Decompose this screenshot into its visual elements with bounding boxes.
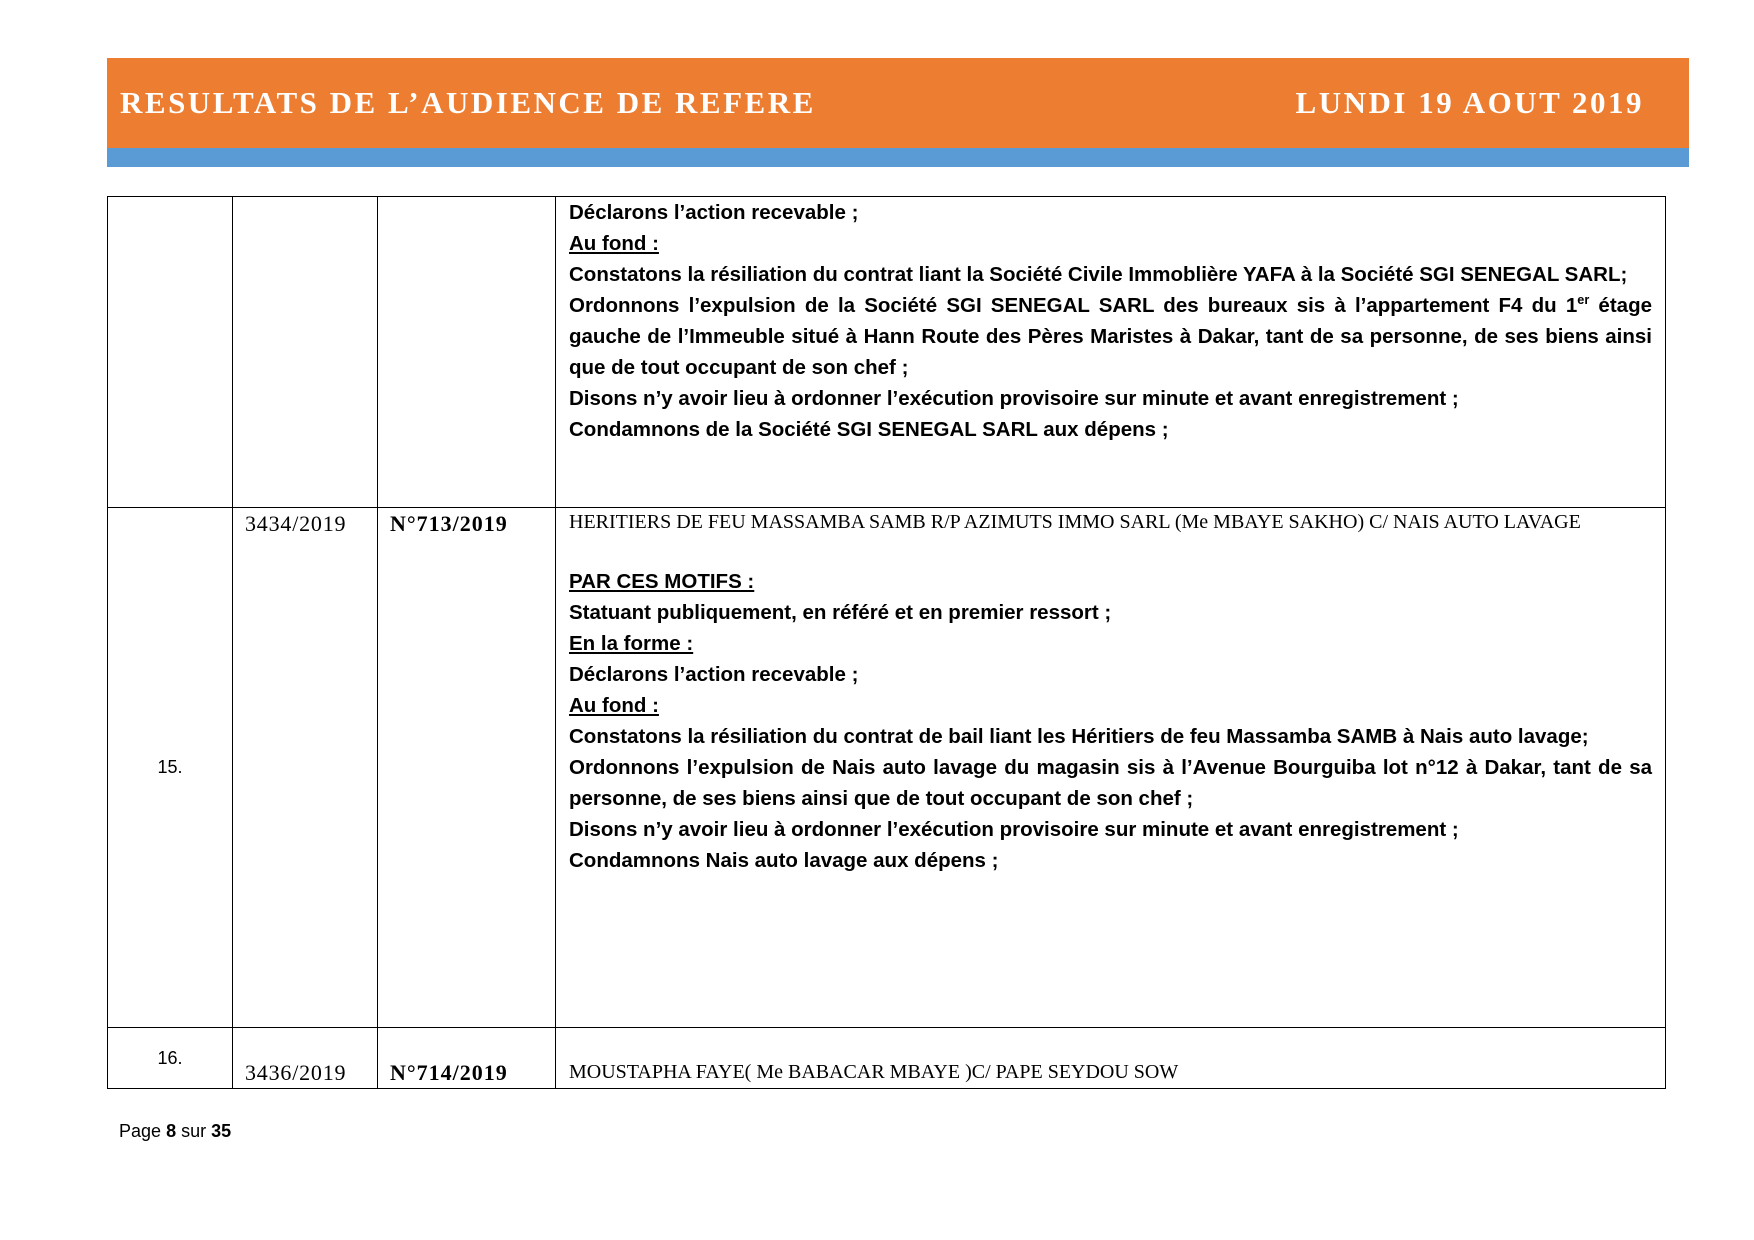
case-number-cell: 16. (108, 1028, 233, 1089)
dispositif-line: Disons n’y avoir lieu à ordonner l’exécution provisoire sur minute et avant enregistrement ; (569, 387, 1459, 410)
decision-cell (556, 1028, 1666, 1089)
results-table (107, 196, 1666, 1089)
dispositif-line: Disons n’y avoir lieu à ordonner l’exécution provisoire sur minute et avant enregistrement ; (569, 818, 1459, 841)
current-page-number: 8 (166, 1121, 177, 1141)
dispositif-line: Condamnons de la Société SGI SENEGAL SARL aux dépens ; (569, 418, 1169, 441)
rg-number-cell (233, 197, 378, 508)
rg-number-cell: 3436/2019 (233, 1028, 378, 1089)
header-bar (107, 58, 1689, 148)
case-number-cell: 15. (108, 508, 233, 1028)
header-title: RESULTATS DE L’AUDIENCE DE REFERE (120, 85, 816, 120)
parties-text: HERITIERS DE FEU MASSAMBA SAMB R/P AZIMUTS IMMO SARL (Me MBAYE SAKHO) C/ NAIS AUTO LAVAGE (569, 511, 1581, 533)
header-accent-band (107, 148, 1689, 167)
parties-text: MOUSTAPHA FAYE( Me BABACAR MBAYE )C/ PAPE SEYDOU SOW (569, 1061, 1179, 1083)
dispositif-line: Déclarons l’action recevable ; (569, 663, 859, 686)
table-row (108, 1028, 1666, 1089)
dispositif-line: Ordonnons l’expulsion de Nais auto lavage du magasin sis à l’Avenue Bourguiba lot n°12 à Dakar, tant de sa personne, de ses biens ainsi que de tout occupant de son chef ; (569, 756, 1652, 810)
table-row (108, 508, 1666, 1028)
decision-cell (556, 197, 1666, 508)
case-number-cell (108, 197, 233, 508)
decision-cell (556, 508, 1666, 1028)
ordonnance-number-cell: N°713/2019 (378, 508, 556, 1028)
table-row (108, 197, 1666, 508)
ordinal-superscript: er (1577, 292, 1590, 308)
total-pages-number: 35 (211, 1121, 232, 1141)
page-word: Page (119, 1121, 162, 1141)
section-heading-motifs: PAR CES MOTIFS : (569, 570, 755, 593)
section-heading-en-la-forme: En la forme : (569, 632, 694, 655)
dispositif-line: Ordonnons l’expulsion de la Société SGI SENEGAL SARL des bureaux sis à l’appartement F4 du 1er étage gauche de l’Immeuble situé à Hann Route des Pères Maristes à Dakar, tant de sa personne, de ses biens ainsi que de tout occupant de son chef ; (569, 292, 1652, 379)
dispositif-line: Statuant publiquement, en référé et en premier ressort ; (569, 601, 1112, 624)
ordonnance-number-cell: N°714/2019 (378, 1028, 556, 1089)
dispositif-line: Condamnons Nais auto lavage aux dépens ; (569, 849, 999, 872)
dispositif-line: Constatons la résiliation du contrat liant la Société Civile Immoblière YAFA à la Société SGI SENEGAL SARL; (569, 263, 1628, 286)
header-date: LUNDI 19 AOUT 2019 (1295, 85, 1644, 120)
page-footer (119, 1119, 231, 1143)
dispositif-line: Déclarons l’action recevable ; (569, 201, 859, 224)
rg-number-cell: 3434/2019 (233, 508, 378, 1028)
section-heading-au-fond: Au fond : (569, 694, 659, 717)
section-heading-au-fond: Au fond : (569, 232, 659, 255)
spacer (569, 537, 1652, 566)
ordonnance-number-cell (378, 197, 556, 508)
dispositif-line: Constatons la résiliation du contrat de bail liant les Héritiers de feu Massamba SAMB à Nais auto lavage; (569, 725, 1589, 748)
sur-word: sur (181, 1121, 207, 1141)
